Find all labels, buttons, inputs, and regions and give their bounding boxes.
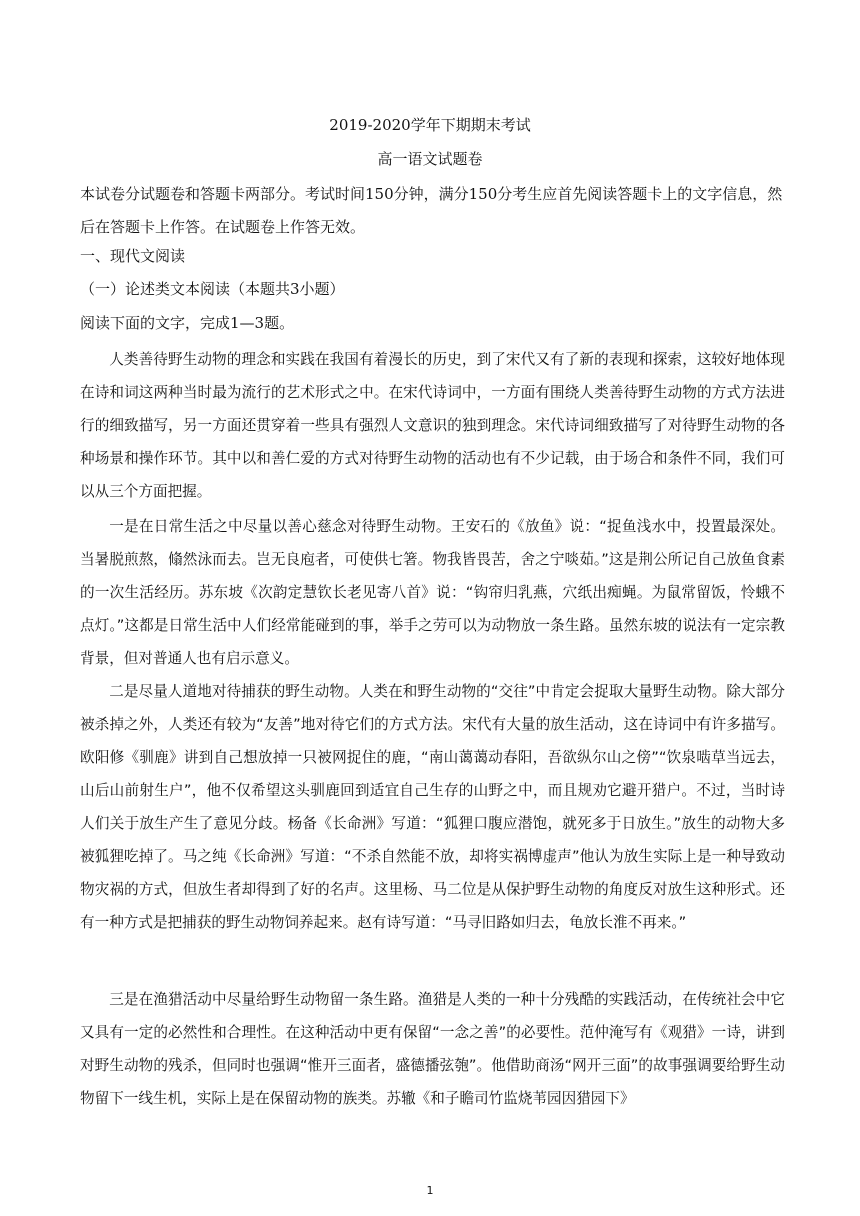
reading-instruction: 阅读下面的文字，完成1—3题。 (80, 314, 295, 332)
passage-paragraph-4: 三是在渔猎活动中尽量给野生动物留一条生路。渔猎是人类的一种十分残酷的实践活动，在传统社会中它又具有一定的必然性和合理性。在这种活动中更有保留“一念之善”的必要性。范仲淹写有《观猎》一诗，讲到对野生动物的残杀，但同时也强调“惟开三面者，盛德播弦匏”。他借助商汤“网开三面”的故事强调要给野生动物留下一线生机，实际上是在保留动物的族类。苏辙《和子瞻司竹监烧苇园因猎园下》 (80, 991, 785, 1107)
exam-title: 2019-2020学年下期期末考试 (329, 116, 531, 134)
exam-instructions: 本试卷分试题卷和答题卡两部分。考试时间150分钟，满分150分考生应首先阅读答题卡上的文字信息，然后在答题卡上作答。在试题卷上作答无效。 (80, 185, 783, 236)
section-heading: 一、现代文阅读 (80, 247, 186, 265)
passage-paragraph-1: 人类善待野生动物的理念和实践在我国有着漫长的历史，到了宋代又有了新的表现和探索，这较好地体现在诗和词这两种当时最为流行的艺术形式之中。在宋代诗词中，一方面有围绕人类善待野生动物的方式方法进行的细致描写，另一方面还贯穿着一些具有强烈人文意识的独到理念。宋代诗词细致描写了对待野生动物的各种场景和操作环节。其中以和善仁爱的方式对待野生动物的活动也有不少记载，由于场合和条件不同，我们可以从三个方面把握。 (80, 351, 785, 500)
exam-subtitle: 高一语文试题卷 (377, 150, 483, 168)
section-subheading: （一）论述类文本阅读（本题共3小题） (80, 280, 345, 298)
passage-paragraph-3: 二是尽量人道地对待捕获的野生动物。人类在和野生动物的“交往”中肯定会捉取大量野生动物。除大部分被杀掉之外，人类还有较为“友善”地对待它们的方式方法。宋代有大量的放生活动，这在诗词中有许多描写。欧阳修《驯鹿》讲到自己想放掉一只被网捉住的鹿，“南山蔼蔼动春阳，吾欲纵尔山之傍”“饮泉啮草当远去，山后山前射生户”，他不仅希望这头驯鹿回到适宜自己生存的山野之中，而且规劝它避开猎户。不过，当时诗人们关于放生产生了意见分歧。杨备《长命洲》写道：“狐狸口腹应潜饱，就死多于日放生。”放生的动物大多被狐狸吃掉了。马之纯《长命洲》写道：“不杀自然能不放，却将实祸博虚声”他认为放生实际上是一种导致动物灾祸的方式，但放生者却得到了好的名声。这里杨、马二位是从保护野生动物的角度反对放生这种形式。还有一种方式是把捕获的野生动物饲养起来。赵有诗写道：“马寻旧路如归去，龟放长淮不再来。” (80, 683, 785, 931)
passage-paragraph-2: 一是在日常生活之中尽量以善心慈念对待野生动物。王安石的《放鱼》说：“捉鱼浅水中，投置最深处。当暑脱煎熬，翛然泳而去。岂无良庖者，可使供七箸。物我皆畏苦，舍之宁啖茹。”这是荆公所记自己放鱼食素的一次生活经历。苏东坡《次韵定慧钦长老见寄八首》说：“钩帘归乳燕，穴纸出痴蝇。为鼠常留饭，怜蛾不点灯。”这都是日常生活中人们经常能碰到的事，举手之劳可以为动物放一条生路。虽然东坡的说法有一定宗教背景，但对普通人也有启示意义。 (80, 518, 785, 667)
page-number: 1 (426, 1184, 434, 1197)
